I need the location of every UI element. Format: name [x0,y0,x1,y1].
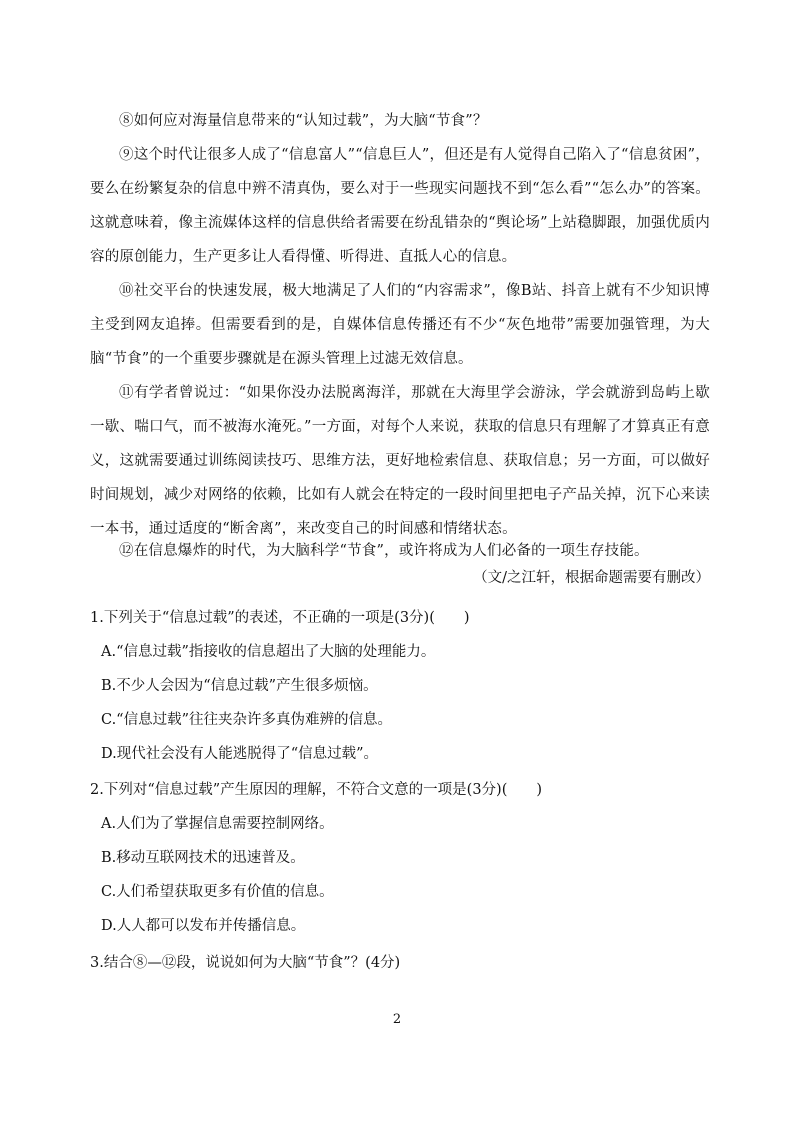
question-2-option-d: D.人人都可以发布并传播信息。 [101,918,306,934]
question-2-stem: 2.下列对“信息过载”产生原因的理解，不符合文意的一项是(3分)( ) [90,782,543,798]
paragraph-12: ⑫在信息爆炸的时代，为大脑科学“节食”，或许将成为人们必备的一项生存技能。 [119,543,649,559]
question-1-option-b: B.不少人会因为“信息过载”产生很多烦恼。 [101,678,378,694]
question-1-stem: 1.下列关于“信息过载”的表述，不正确的一项是(3分)( ) [90,610,470,626]
question-2-option-b: B.移动互联网技术的迅速普及。 [101,850,305,866]
question-1-option-a: A.“信息过载”指接收的信息超出了大脑的处理能力。 [101,644,436,660]
question-1-option-c: C.“信息过载”往往夹杂许多真伪难辨的信息。 [101,712,393,728]
article-source: （文/之江轩，根据命题需要有删改） [473,570,710,586]
paragraph-10: ⑩社交平台的快速发展，极大地满足了人们的“内容需求”，像B站、抖音上就有不少知识博主受到网友追捧。但需要看到的是，自媒体信息传播还有不少“灰色地带”需要加强管理，为大脑“节食”的一个重要步骤就是在源头管理上过滤无效信息。 [90,283,710,367]
question-2-option-c: C.人们希望获取更多有价值的信息。 [101,884,334,900]
paragraph-8: ⑧如何应对海量信息带来的“认知过载”，为大脑“节食”？ [119,113,488,129]
page-number: 2 [392,1012,402,1027]
paragraph-9: ⑨这个时代让很多人成了“信息富人”“信息巨人”，但还是有人觉得自己陷入了“信息贫困”，要么在纷繁复杂的信息中辨不清真伪，要么对于一些现实问题找不到“怎么看”“怎么办”的答案。这就意味着，像主流媒体这样的信息供给者需要在纷乱错杂的“舆论场”上站稳脚跟，加强优质内容的原创能力，生产更多让人看得懂、听得进、直抵人心的信息。 [90,147,710,265]
paragraph-11: ⑪有学者曾说过：“如果你没办法脱离海洋，那就在大海里学会游泳，学会就游到岛屿上歇一歇、喘口气，而不被海水淹死。”一方面，对每个人来说，获取的信息只有理解了才算真正有意义，这就需要通过训练阅读技巧、思维方法，更好地检索信息、获取信息；另一方面，可以做好时间规划，减少对网络的依赖，比如有人就会在特定的一段时间里把电子产品关掉，沉下心来读一本书，通过适度的“断舍离”，来改变自己的时间感和情绪状态。 [90,385,710,537]
question-1-option-d: D.现代社会没有人能逃脱得了“信息过载”。 [101,746,379,762]
question-3-stem: 3.结合⑧—⑫段，说说如何为大脑“节食”？(4分) [90,955,401,971]
question-2-option-a: A.人们为了掌握信息需要控制网络。 [101,816,334,832]
